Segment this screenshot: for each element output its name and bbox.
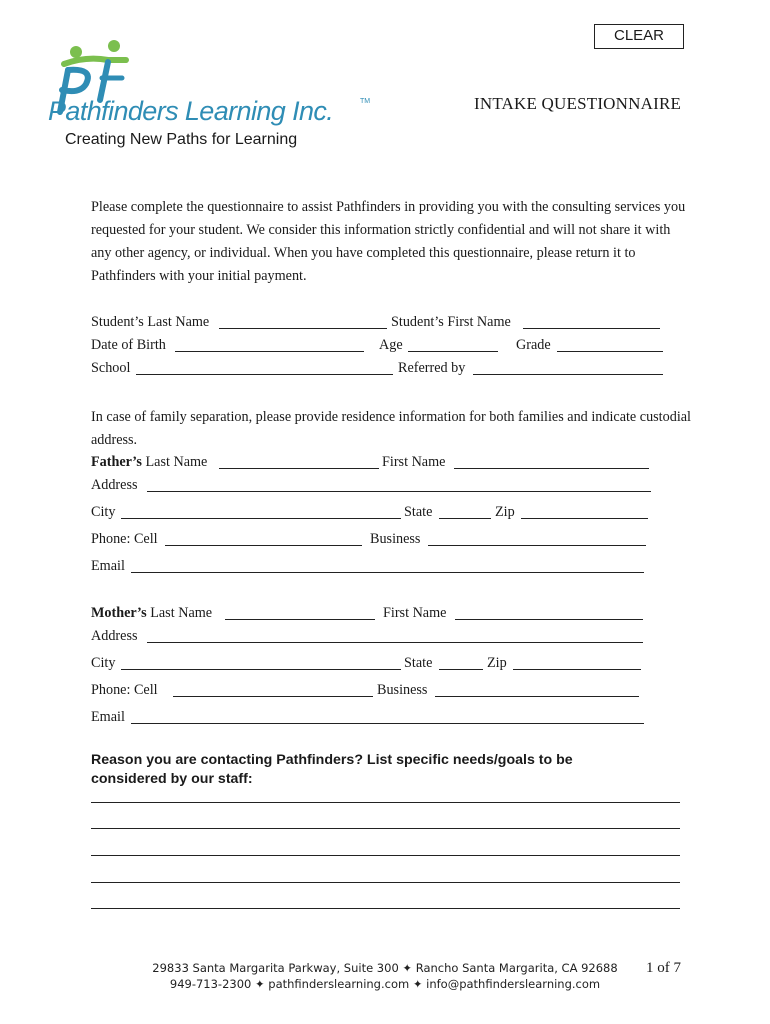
- mother-phone-cell-label: Phone: Cell: [91, 682, 158, 698]
- student-last-name-field[interactable]: [219, 314, 387, 329]
- referred-label: Referred by: [398, 360, 466, 376]
- mother-business-label: Business: [377, 682, 428, 698]
- father-phone-cell-field[interactable]: [165, 531, 362, 546]
- father-state-field[interactable]: [439, 504, 491, 519]
- footer-line-address: 29833 Santa Margarita Parkway, Suite 300 ✦ Rancho Santa Margarita, CA 92688: [152, 961, 618, 975]
- mother-last-name-field[interactable]: [225, 605, 375, 620]
- referred-field[interactable]: [473, 360, 663, 375]
- father-business-field[interactable]: [428, 531, 646, 546]
- father-state-label: State: [404, 504, 433, 520]
- father-zip-label: Zip: [495, 504, 515, 520]
- mother-email-field[interactable]: [131, 709, 644, 724]
- father-address-field[interactable]: [147, 477, 651, 492]
- mother-first-name-field[interactable]: [455, 605, 643, 620]
- dob-label: Date of Birth: [91, 337, 166, 353]
- father-email-row: [91, 558, 681, 576]
- logo-trademark: TM: [360, 98, 371, 105]
- student-school-row: [91, 360, 681, 378]
- school-field[interactable]: [136, 360, 393, 375]
- mother-zip-label: Zip: [487, 655, 507, 671]
- father-label: Father’s: [91, 454, 142, 470]
- separation-note: In case of family separation, please provide residence information for both families and indicate custodial address.: [91, 409, 691, 448]
- student-name-row: [91, 314, 681, 332]
- mother-business-field[interactable]: [435, 682, 639, 697]
- father-email-label: Email: [91, 558, 125, 574]
- page-number: 1 of 7: [646, 960, 681, 976]
- mother-email-row: [91, 709, 681, 727]
- mother-address-row: [91, 628, 681, 646]
- student-first-name-field[interactable]: [523, 314, 660, 329]
- mother-first-name-label: First Name: [383, 605, 447, 621]
- reason-question: Reason you are contacting Pathfinders? List specific needs/goals to be considered by our staff:: [91, 752, 573, 787]
- mother-last-name-label: Last Name: [146, 605, 213, 621]
- mother-city-field[interactable]: [121, 655, 401, 670]
- mother-phone-row: [91, 682, 681, 700]
- reason-answer-line[interactable]: [91, 882, 680, 883]
- student-last-name-label: Student’s Last Name: [91, 314, 210, 330]
- father-city-row: [91, 504, 681, 522]
- dob-field[interactable]: [175, 337, 364, 352]
- grade-field[interactable]: [557, 337, 663, 352]
- clear-button[interactable]: CLEAR: [594, 24, 684, 49]
- mother-state-field[interactable]: [439, 655, 483, 670]
- mother-label: Mother’s: [91, 605, 147, 621]
- father-city-label: City: [91, 504, 116, 520]
- father-name-row: [91, 454, 681, 472]
- page-title: INTAKE QUESTIONNAIRE: [474, 94, 682, 113]
- father-city-field[interactable]: [121, 504, 401, 519]
- mother-email-label: Email: [91, 709, 125, 725]
- reason-answer-line[interactable]: [91, 802, 680, 803]
- mother-zip-field[interactable]: [513, 655, 641, 670]
- father-zip-field[interactable]: [521, 504, 648, 519]
- logo-tagline: Creating New Paths for Learning: [65, 131, 298, 148]
- father-email-field[interactable]: [131, 558, 644, 573]
- mother-address-label: Address: [91, 628, 138, 644]
- father-phone-row: [91, 531, 681, 549]
- father-business-label: Business: [370, 531, 421, 547]
- mother-phone-cell-field[interactable]: [173, 682, 373, 697]
- mother-name-row: [91, 605, 681, 623]
- school-label: School: [91, 360, 131, 376]
- reason-answer-line[interactable]: [91, 855, 680, 856]
- footer-address: [150, 960, 620, 992]
- intro-paragraph: Please complete the questionnaire to assist Pathfinders in providing you with the consulting services you requested for your student. We consider this information strictly confidential and will not share it with any other agency, or individual. When you have completed this questionnaire, please return it to Pathfinders with your initial payment.: [91, 199, 686, 284]
- student-dob-row: [91, 337, 681, 355]
- mother-city-label: City: [91, 655, 116, 671]
- footer-line-contact: 949-713-2300 ✦ pathfinderslearning.com ✦ info@pathfinderslearning.com: [169, 977, 601, 991]
- age-label: Age: [379, 337, 403, 353]
- father-phone-cell-label: Phone: Cell: [91, 531, 158, 547]
- father-address-label: Address: [91, 477, 138, 493]
- mother-city-row: [91, 655, 681, 673]
- student-first-name-label: Student’s First Name: [391, 314, 511, 330]
- reason-answer-line[interactable]: [91, 828, 680, 829]
- father-address-row: [91, 477, 681, 495]
- mother-state-label: State: [404, 655, 433, 671]
- reason-answer-line[interactable]: [91, 908, 680, 909]
- logo-name: Pathfinders Learning Inc.: [48, 96, 334, 126]
- father-last-name-label: Last Name: [141, 454, 208, 470]
- age-field[interactable]: [408, 337, 498, 352]
- father-last-name-field[interactable]: [219, 454, 379, 469]
- father-first-name-field[interactable]: [454, 454, 649, 469]
- grade-label: Grade: [516, 337, 551, 353]
- father-first-name-label: First Name: [382, 454, 446, 470]
- mother-address-field[interactable]: [147, 628, 643, 643]
